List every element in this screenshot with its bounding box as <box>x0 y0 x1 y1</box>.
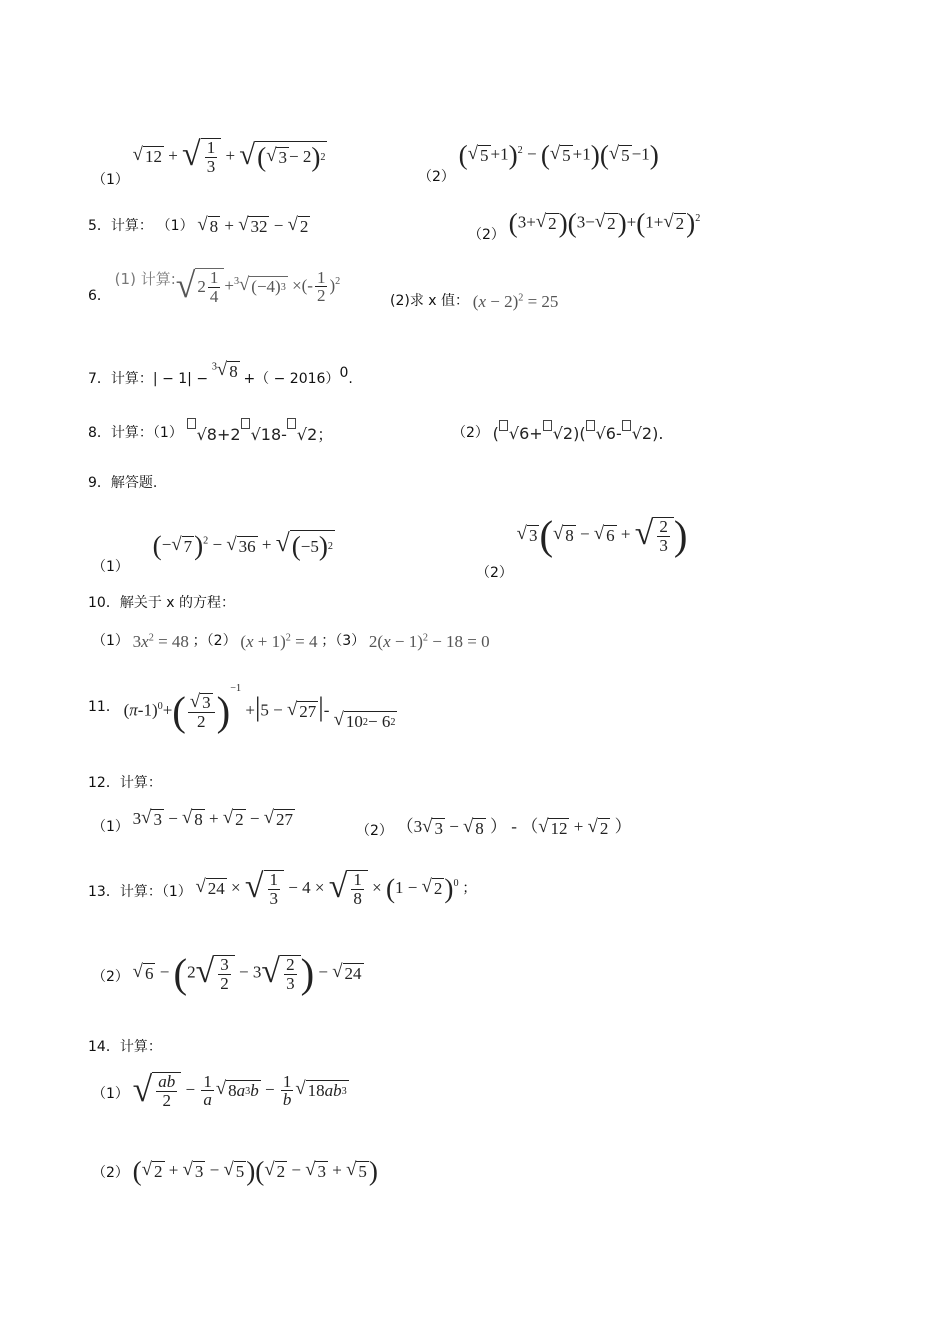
math-expression: $2(x - 1)^2 - 18 = 0$ <box>368 631 490 651</box>
sub-label: (2)求 x 值： <box>390 293 470 309</box>
math-expression: $(x - 2)^2 = 25$ <box>472 291 559 311</box>
problem-8-2 <box>452 422 663 443</box>
sub-label: (1) 计算: <box>114 270 176 289</box>
math-expression: $3x^2 = 48$ <box>132 631 189 651</box>
sub-label: （2） <box>452 425 489 441</box>
problem-heading: 计算：（1） <box>119 884 192 901</box>
math-expression: $(x + 1)^2 = 4$ <box>240 631 318 651</box>
problem-8-1 <box>88 422 333 445</box>
math-expression: (− √ 7 )$^2$ − √ 36 + √ ( −5 ) 2 <box>152 528 334 561</box>
math-expression: √ $\frac{ab}{2}$ − $\frac{1}{a}$ √ 8 a 3 b − $\frac{1}{b}$ √ 18 ab 3 <box>132 1069 347 1110</box>
problem-9-1 <box>92 528 335 576</box>
problem-5-1 <box>88 215 310 237</box>
problem-11 <box>88 682 397 735</box>
problem-7 <box>88 359 353 390</box>
sub-label: ；（2） <box>192 633 237 649</box>
problem-13-1 <box>88 870 476 908</box>
math-expression: ( √ 2 + √ 3 − √ 5 )( √ 2 − √ 3 + √ 5 ) <box>132 1156 378 1186</box>
math-expression: √ 2 $\frac{1}{4}$ +$^3$ √ (−4) 3 ×(- $\frac{1}{2}$ )$^2$ <box>175 265 341 306</box>
math-expression: √ 3 ( √ 8 − √ 6 + √ $\frac{2}{3}$ ) <box>516 513 688 558</box>
math-expression: $^3$ √ 8 <box>211 359 238 382</box>
problem-heading: 计算：（1） <box>110 425 183 441</box>
math-expression: (3+ √ 2 )(3− √ 2 )+(1+ √ 2 )$^2$ <box>508 208 701 238</box>
sub-label: （1） <box>92 819 129 835</box>
problem-number: 11． <box>88 698 120 715</box>
math-expression: $(\pi-1)^0+$( √ 3 2 )$^{-1}$ +|5 − √ 27 |- √ 10 2 − 6 2 <box>123 682 396 734</box>
problem-text: 计算： <box>119 775 162 791</box>
problem-number: 10． <box>88 595 120 611</box>
problem-text: 解答题. <box>110 475 158 491</box>
problem-4-1 <box>92 130 327 189</box>
problem-6 <box>88 265 341 306</box>
problem-14-2 <box>92 1156 378 1187</box>
math-expression: √ 8 + √ 32 − √ 2 <box>197 214 309 237</box>
problem-4-2 <box>418 140 659 185</box>
math-expression: ( √ 5 +1)$^2$ − ( √ 5 +1)( √ 5 −1) <box>458 140 659 170</box>
problem-10-parts <box>92 630 490 652</box>
problem-12-1 <box>92 807 295 835</box>
math-expression: √ 6 − (2 √ $\frac{3}{2}$ − 3 √ $\frac{2}{3}$ ) − √ 24 <box>132 951 362 996</box>
sub-label: （2） <box>92 1164 129 1181</box>
problem-number: 5． <box>88 218 111 234</box>
problem-12 <box>88 772 162 792</box>
sub-label: （1） <box>92 172 129 189</box>
problem-number: 8． <box>88 425 111 441</box>
period: . <box>348 371 353 387</box>
math-expression: 3 √ 3 − √ 8 + √ 2 − √ 27 <box>132 807 294 830</box>
problem-10 <box>88 592 235 612</box>
problem-number: 13． <box>88 884 120 901</box>
sub-label: （1） <box>92 1086 129 1103</box>
problem-number: 12． <box>88 775 120 791</box>
sub-label: （2） <box>356 822 393 839</box>
problem-number: 14． <box>88 1039 120 1055</box>
problem-number: 6． <box>88 288 111 305</box>
math-expression: √ 24 × √ $\frac{1}{3}$ − 4 × √ $\frac{1}{8}$ × (1 − √ 2 )$^0$ <box>195 868 459 908</box>
sub-label: （1） <box>92 559 129 576</box>
math-expression: √ 12 + √ $\frac{1}{3}$ + √ ( √ 3 − 2 ) 2 <box>132 136 326 176</box>
problem-text: 计算： <box>119 1039 162 1055</box>
problem-14-1 <box>92 1069 349 1110</box>
problem-heading: 计算： <box>110 218 153 234</box>
problem-9-2 <box>476 512 688 581</box>
sub-label: （2） <box>92 968 129 985</box>
math-expression: ( √6+ √2)( √6- √2). <box>493 424 664 443</box>
problem-13-2 <box>92 950 364 997</box>
problem-9 <box>88 472 157 492</box>
problem-6-2 <box>390 290 558 312</box>
problem-text: 解关于 x 的方程： <box>119 595 236 611</box>
sub-label: ；（3） <box>321 633 366 649</box>
math-expression: （3 √ 3 − √ 8 ） - （ √ 12 + √ 2 ） <box>396 815 632 838</box>
sub-label: （2） <box>476 564 513 581</box>
problem-text-tail: +（ − 2016） <box>243 371 340 387</box>
sub-label: （2） <box>418 168 455 185</box>
problem-text: 计算：| − 1| − <box>110 371 209 387</box>
problem-12-2 <box>356 812 632 839</box>
math-expression: √8+2 √18- √2； <box>187 422 334 445</box>
problem-5-2 <box>468 208 701 243</box>
sub-label: （1） <box>156 218 194 234</box>
problem-14 <box>88 1036 162 1056</box>
semicolon: ； <box>462 880 477 897</box>
problem-number: 9． <box>88 475 111 491</box>
problem-number: 7． <box>88 371 111 387</box>
exponent: 0 <box>339 365 349 381</box>
sub-label: （2） <box>468 226 505 243</box>
sub-label: （1） <box>92 633 129 649</box>
